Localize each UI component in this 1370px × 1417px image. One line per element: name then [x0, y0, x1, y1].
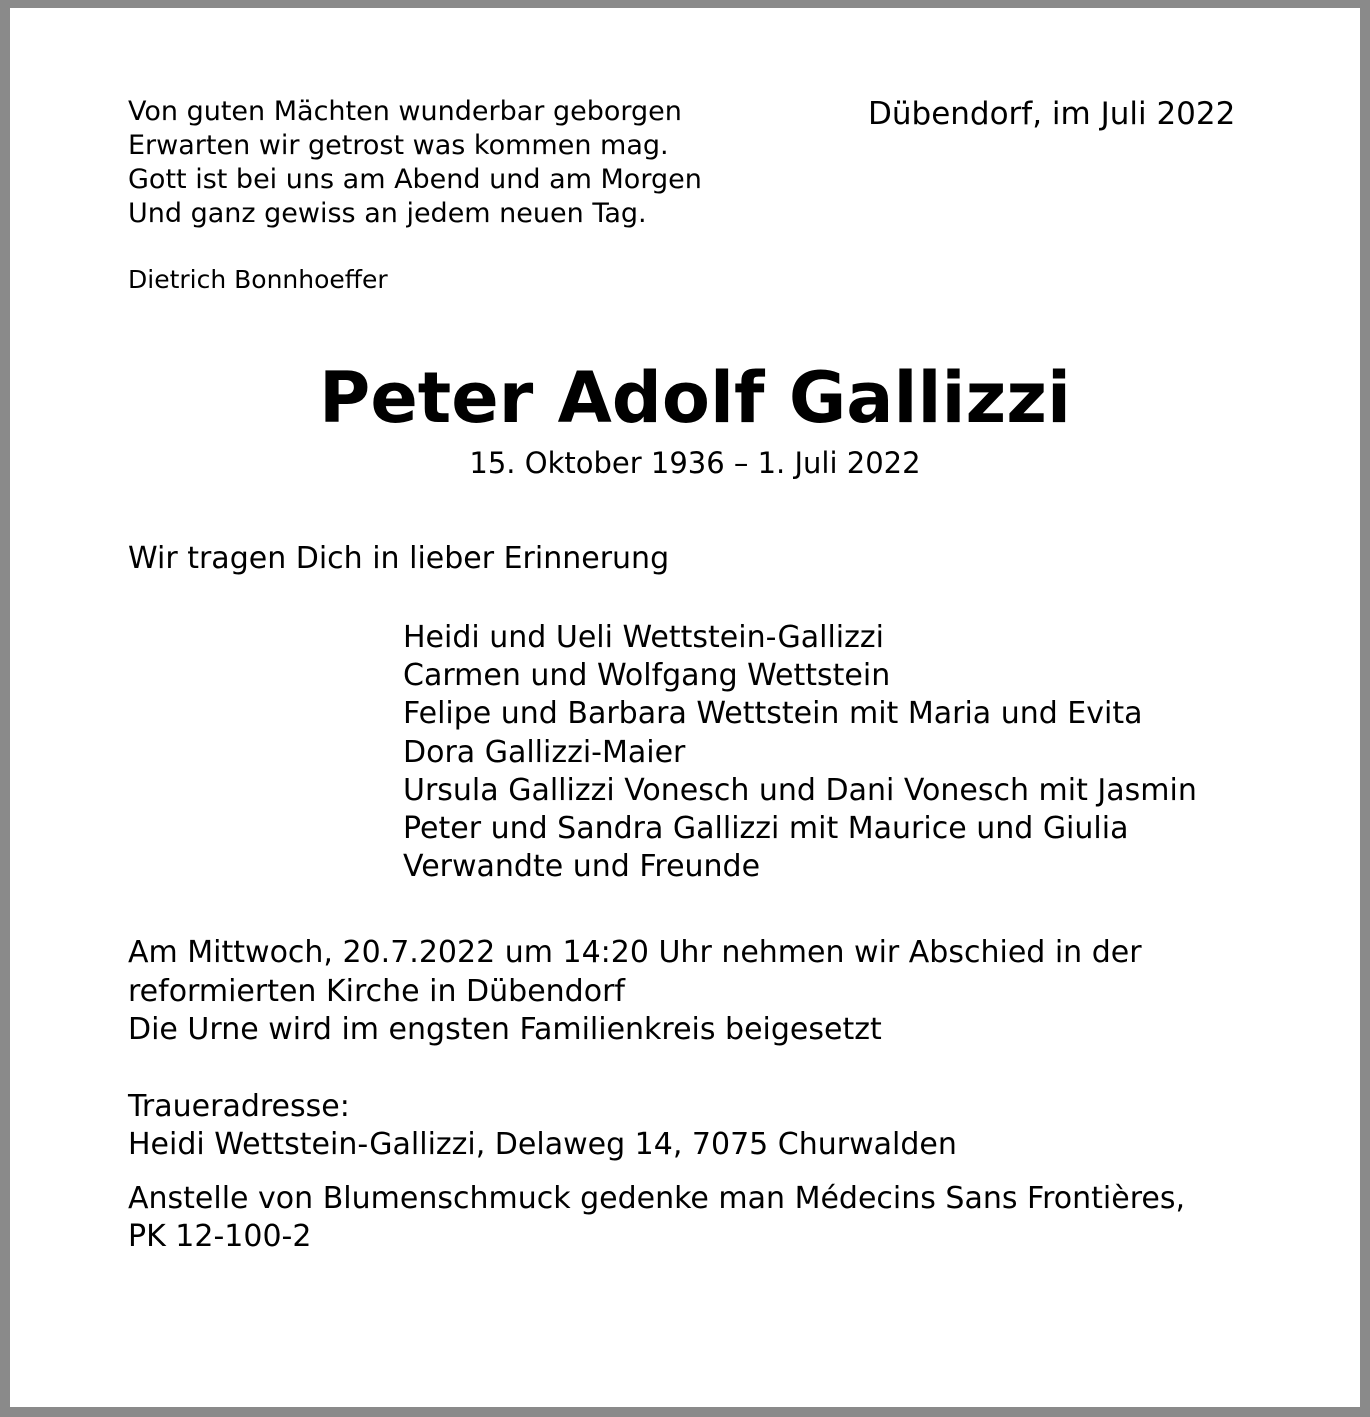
memory-line: Wir tragen Dich in lieber Erinnerung — [128, 541, 670, 576]
mourning-address — [128, 1088, 957, 1164]
mourner-line: Felipe und Barbara Wettstein mit Maria und Evita — [403, 696, 1143, 732]
service-info — [128, 934, 1142, 1050]
service-line: reformierten Kirche in Dübendorf — [128, 973, 625, 1009]
deceased-name: Peter Adolf Gallizzi — [319, 357, 1071, 439]
mourner-line: Peter und Sandra Gallizzi mit Maurice und Giulia — [403, 811, 1129, 847]
address-label: Traueradresse: — [128, 1089, 350, 1124]
place-and-date: Dübendorf, im Juli 2022 — [868, 96, 1236, 132]
mourner-line: Heidi und Ueli Wettstein-Gallizzi — [403, 620, 884, 655]
service-line: Die Urne wird im engsten Familienkreis beigesetzt — [128, 1012, 882, 1047]
mourner-line: Dora Gallizzi-Maier — [403, 734, 686, 770]
poem-author: Dietrich Bonnhoeffer — [128, 265, 388, 294]
service-line: Am Mittwoch, 20.7.2022 um 14:20 Uhr nehmen wir Abschied in der — [128, 935, 1142, 970]
donation-line: PK 12-100-2 — [128, 1219, 312, 1254]
life-dates: 15. Oktober 1936 – 1. Juli 2022 — [469, 446, 921, 480]
mourner-line: Verwandte und Freunde — [403, 849, 761, 885]
address-value: Heidi Wettstein-Gallizzi, Delaweg 14, 7075 Churwalden — [128, 1127, 957, 1162]
poem-line: Erwarten wir getrost was kommen mag. — [128, 130, 669, 161]
donation-note — [128, 1180, 1185, 1256]
mourner-line: Carmen und Wolfgang Wettstein — [403, 658, 891, 694]
poem-line: Und ganz gewiss an jedem neuen Tag. — [128, 198, 647, 229]
donation-line: Anstelle von Blumenschmuck gedenke man Médecins Sans Frontières, — [128, 1181, 1186, 1216]
poem-line: Gott ist bei uns am Abend und am Morgen — [128, 164, 702, 195]
mourners-list — [403, 619, 1197, 886]
poem-line: Von guten Mächten wunderbar geborgen — [128, 96, 682, 127]
mourner-line: Ursula Gallizzi Vonesch und Dani Vonesch mit Jasmin — [403, 772, 1197, 808]
poem — [128, 95, 702, 231]
